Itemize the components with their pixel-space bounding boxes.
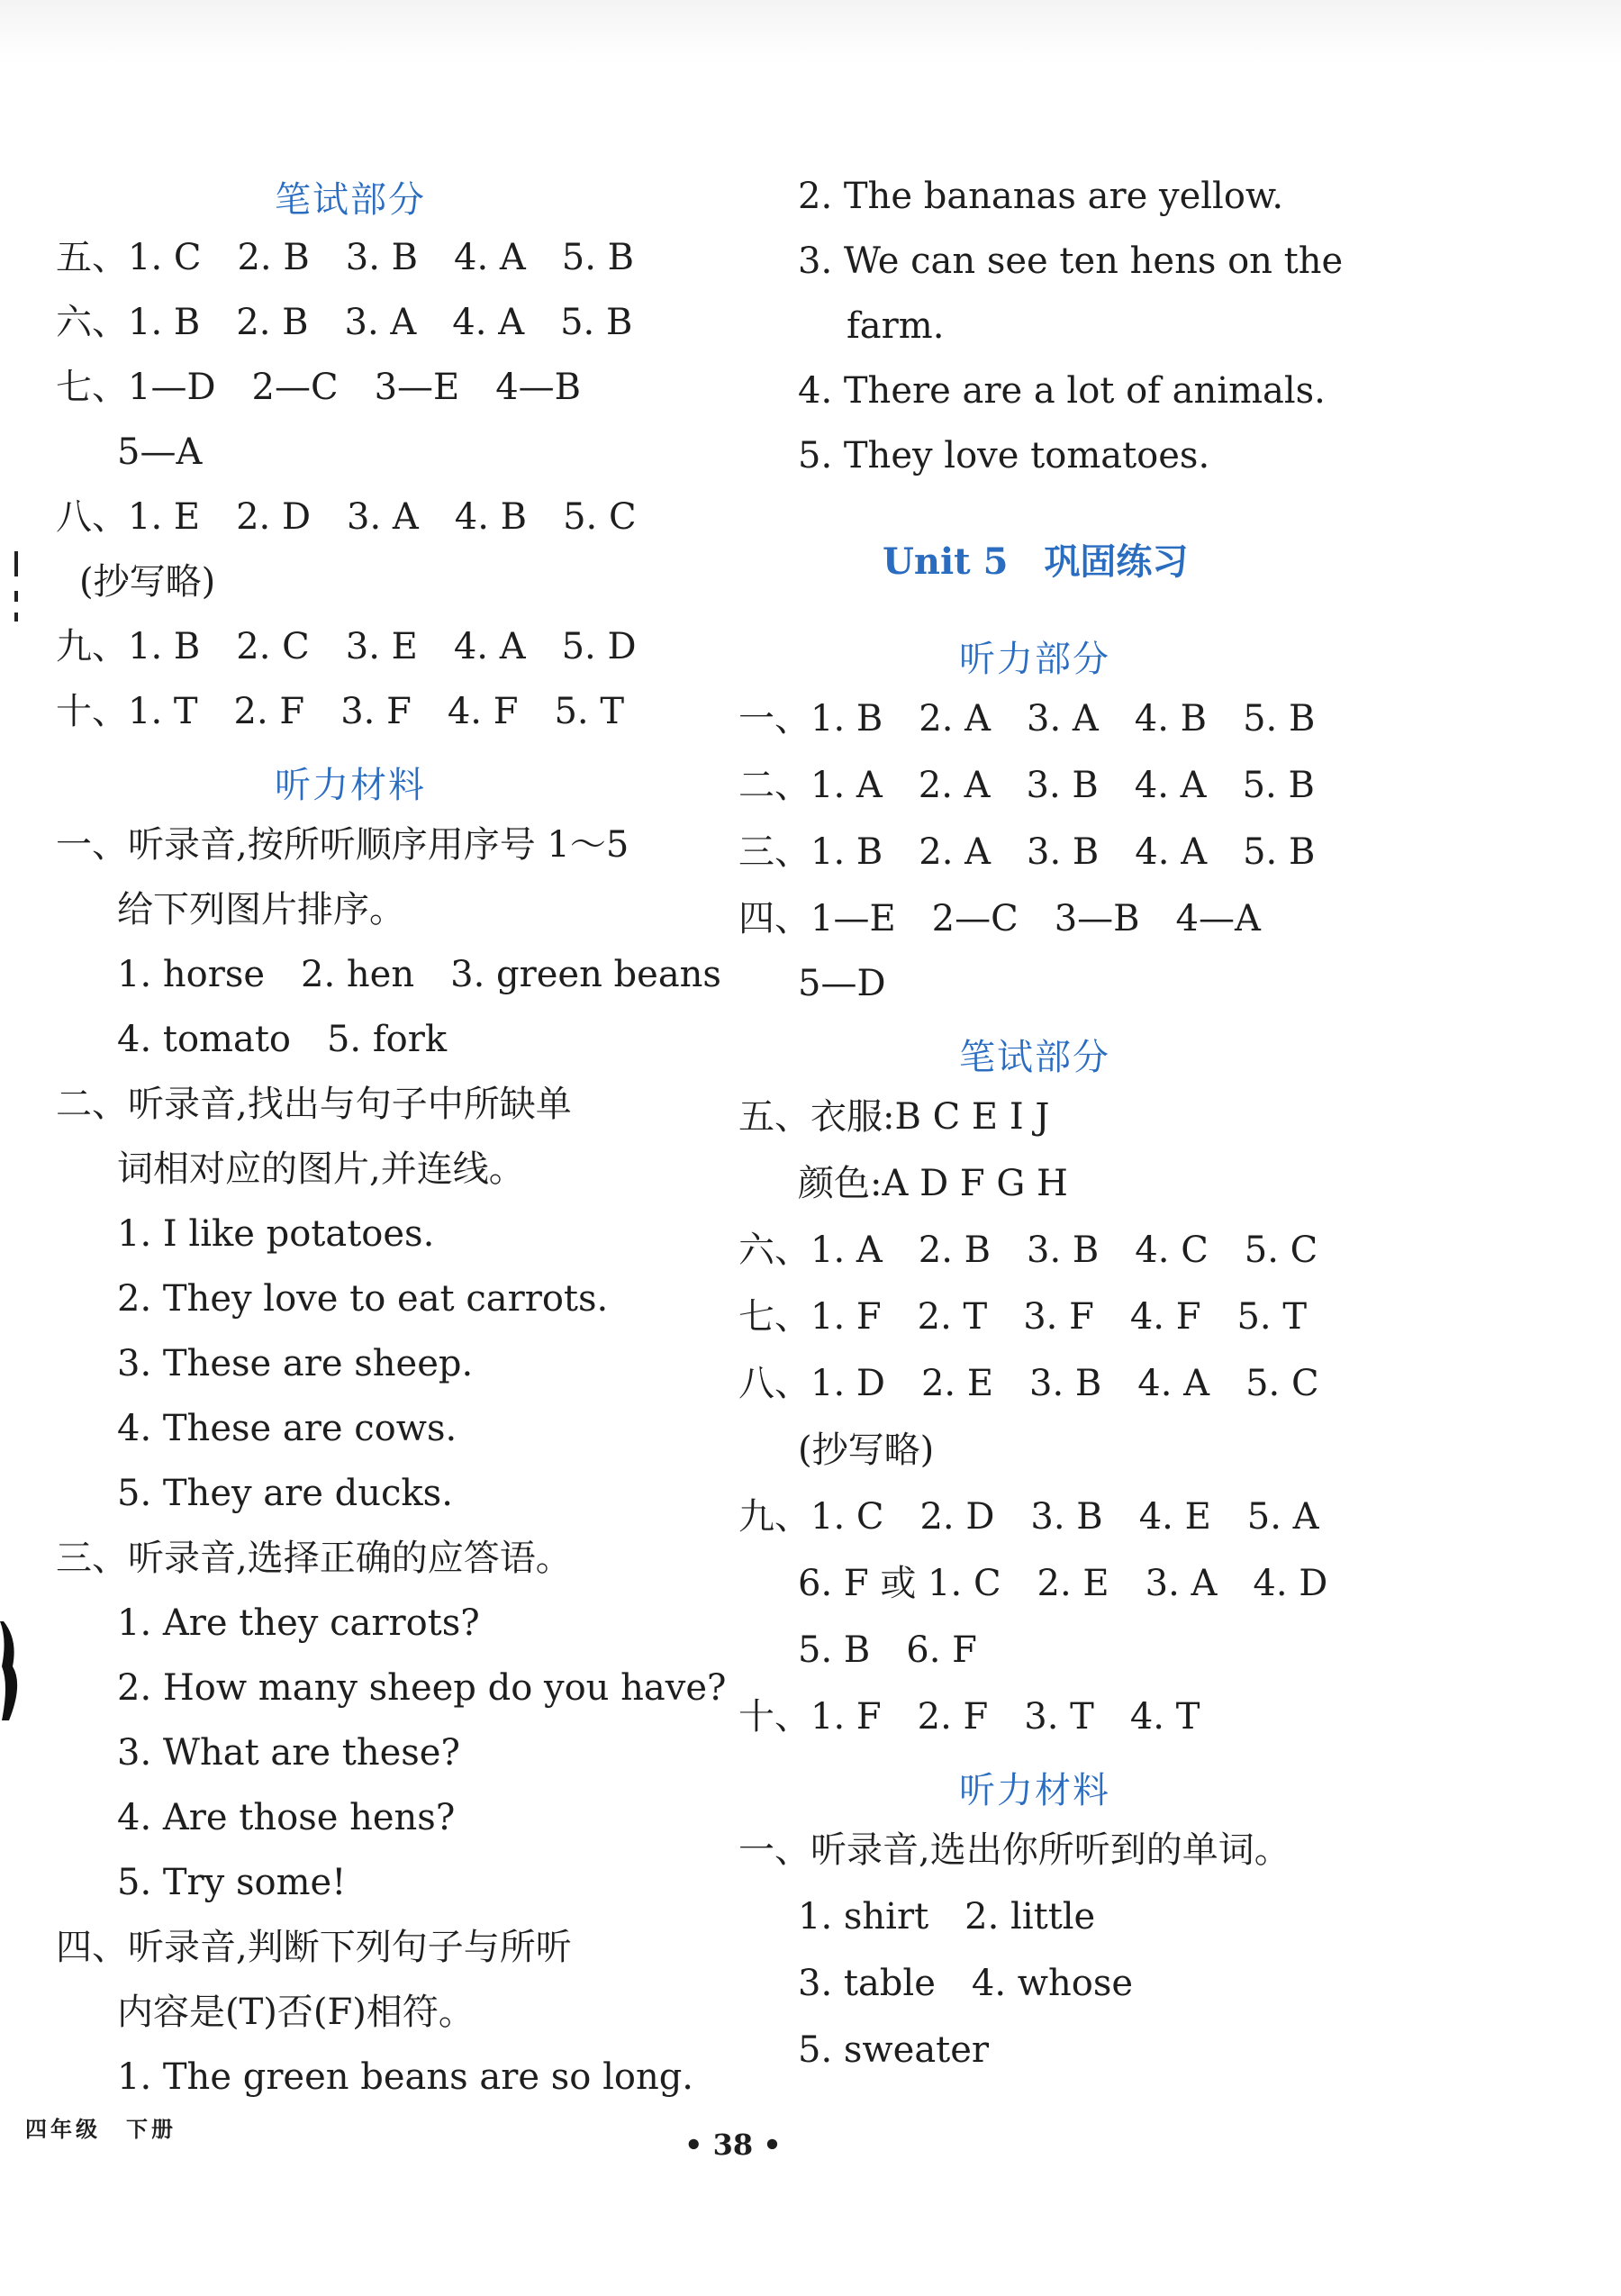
section-heading-listening: 听力部分 <box>959 639 1110 680</box>
answer-line: 颜色:A D F G H <box>798 1163 1068 1204</box>
answer-note: (抄写略) <box>79 561 216 603</box>
material-line: 1. Are they carrots? <box>117 1602 480 1644</box>
page-number: • 38 • <box>684 2128 782 2162</box>
question-line: 二、听录音,找出与句子中所缺单 <box>56 1084 572 1125</box>
question-line: 内容是(T)否(F)相符。 <box>117 1992 475 2033</box>
answer-line: 6. F 或 1. C 2. E 3. A 4. D <box>798 1563 1328 1604</box>
material-line: 3. What are these? <box>117 1732 460 1774</box>
section-heading-listening-material: 听力材料 <box>959 1770 1110 1811</box>
answer-line: 七、1—D 2—C 3—E 4—B <box>56 367 582 408</box>
question-line: 给下列图片排序。 <box>117 889 405 930</box>
material-line: 4. Are those hens? <box>117 1797 456 1838</box>
material-line: 2. How many sheep do you have? <box>117 1667 727 1709</box>
material-line: 2. They love to eat carrots. <box>117 1278 609 1320</box>
material-line: 1. The green beans are so long. <box>117 2056 694 2098</box>
question-line: 四、听录音,判断下列句子与所听 <box>56 1927 572 1968</box>
binding-mark <box>0 1621 25 1720</box>
material-line: farm. <box>847 305 945 347</box>
material-line: 5. They love tomatoes. <box>798 435 1210 476</box>
answer-note: (抄写略) <box>798 1429 935 1471</box>
footer-grade-label: 四年级 下册 <box>25 2117 177 2142</box>
material-line: 4. These are cows. <box>117 1408 457 1449</box>
material-line: 3. table 4. whose <box>798 1963 1134 2004</box>
answer-line: 三、1. B 2. A 3. B 4. A 5. B <box>738 831 1316 873</box>
section-heading-written: 笔试部分 <box>959 1037 1110 1078</box>
answer-line: 5. B 6. F <box>798 1629 977 1671</box>
answer-line: 四、1—E 2—C 3—B 4—A <box>738 898 1261 939</box>
answer-line: 七、1. F 2. T 3. F 4. F 5. T <box>738 1296 1308 1338</box>
question-line: 一、听录音,按所听顺序用序号 1～5 <box>56 824 629 866</box>
section-heading-listening-material: 听力材料 <box>275 765 426 806</box>
question-line: 词相对应的图片,并连线。 <box>117 1148 525 1190</box>
answer-line: 二、1. A 2. A 3. B 4. A 5. B <box>738 765 1315 806</box>
top-shadow <box>0 0 1621 63</box>
material-line: 1. shirt 2. little <box>798 1896 1096 1938</box>
answer-line: 八、1. E 2. D 3. A 4. B 5. C <box>56 496 637 538</box>
material-line: 5. They are ducks. <box>117 1473 453 1514</box>
material-line: 5. Try some! <box>117 1862 347 1903</box>
unit-title: Unit 5 巩固练习 <box>883 540 1189 583</box>
answer-line: 五、1. C 2. B 3. B 4. A 5. B <box>56 237 635 278</box>
material-line: 5. sweater <box>798 2029 990 2071</box>
material-line: 1. horse 2. hen 3. green beans <box>117 954 721 995</box>
question-line: 三、听录音,选择正确的应答语。 <box>56 1538 572 1579</box>
question-line: 一、听录音,选出你所听到的单词。 <box>738 1829 1290 1871</box>
answer-line: 九、1. B 2. C 3. E 4. A 5. D <box>56 626 637 667</box>
material-line: 3. We can see ten hens on the <box>798 240 1344 282</box>
material-line: 4. There are a lot of animals. <box>798 370 1326 412</box>
answer-line: 5—A <box>117 431 203 473</box>
answer-line: 5—D <box>798 963 886 1004</box>
answer-line: 八、1. D 2. E 3. B 4. A 5. C <box>738 1363 1319 1404</box>
material-line: 2. The bananas are yellow. <box>798 176 1284 217</box>
material-line: 1. I like potatoes. <box>117 1213 435 1255</box>
answer-line: 十、1. F 2. F 3. T 4. T <box>738 1696 1200 1738</box>
answer-line: 五、衣服:B C E I J <box>738 1096 1050 1138</box>
answer-line: 六、1. A 2. B 3. B 4. C 5. C <box>738 1230 1318 1271</box>
material-line: 4. tomato 5. fork <box>117 1019 448 1060</box>
material-line: 3. These are sheep. <box>117 1343 474 1384</box>
answer-line: 十、1. T 2. F 3. F 4. F 5. T <box>56 691 625 732</box>
answer-line: 六、1. B 2. B 3. A 4. A 5. B <box>56 302 633 343</box>
answer-line: 一、1. B 2. A 3. A 4. B 5. B <box>738 698 1316 740</box>
edge-marks <box>13 551 20 623</box>
answer-line: 九、1. C 2. D 3. B 4. E 5. A <box>738 1496 1319 1538</box>
section-heading-written: 笔试部分 <box>275 179 426 221</box>
